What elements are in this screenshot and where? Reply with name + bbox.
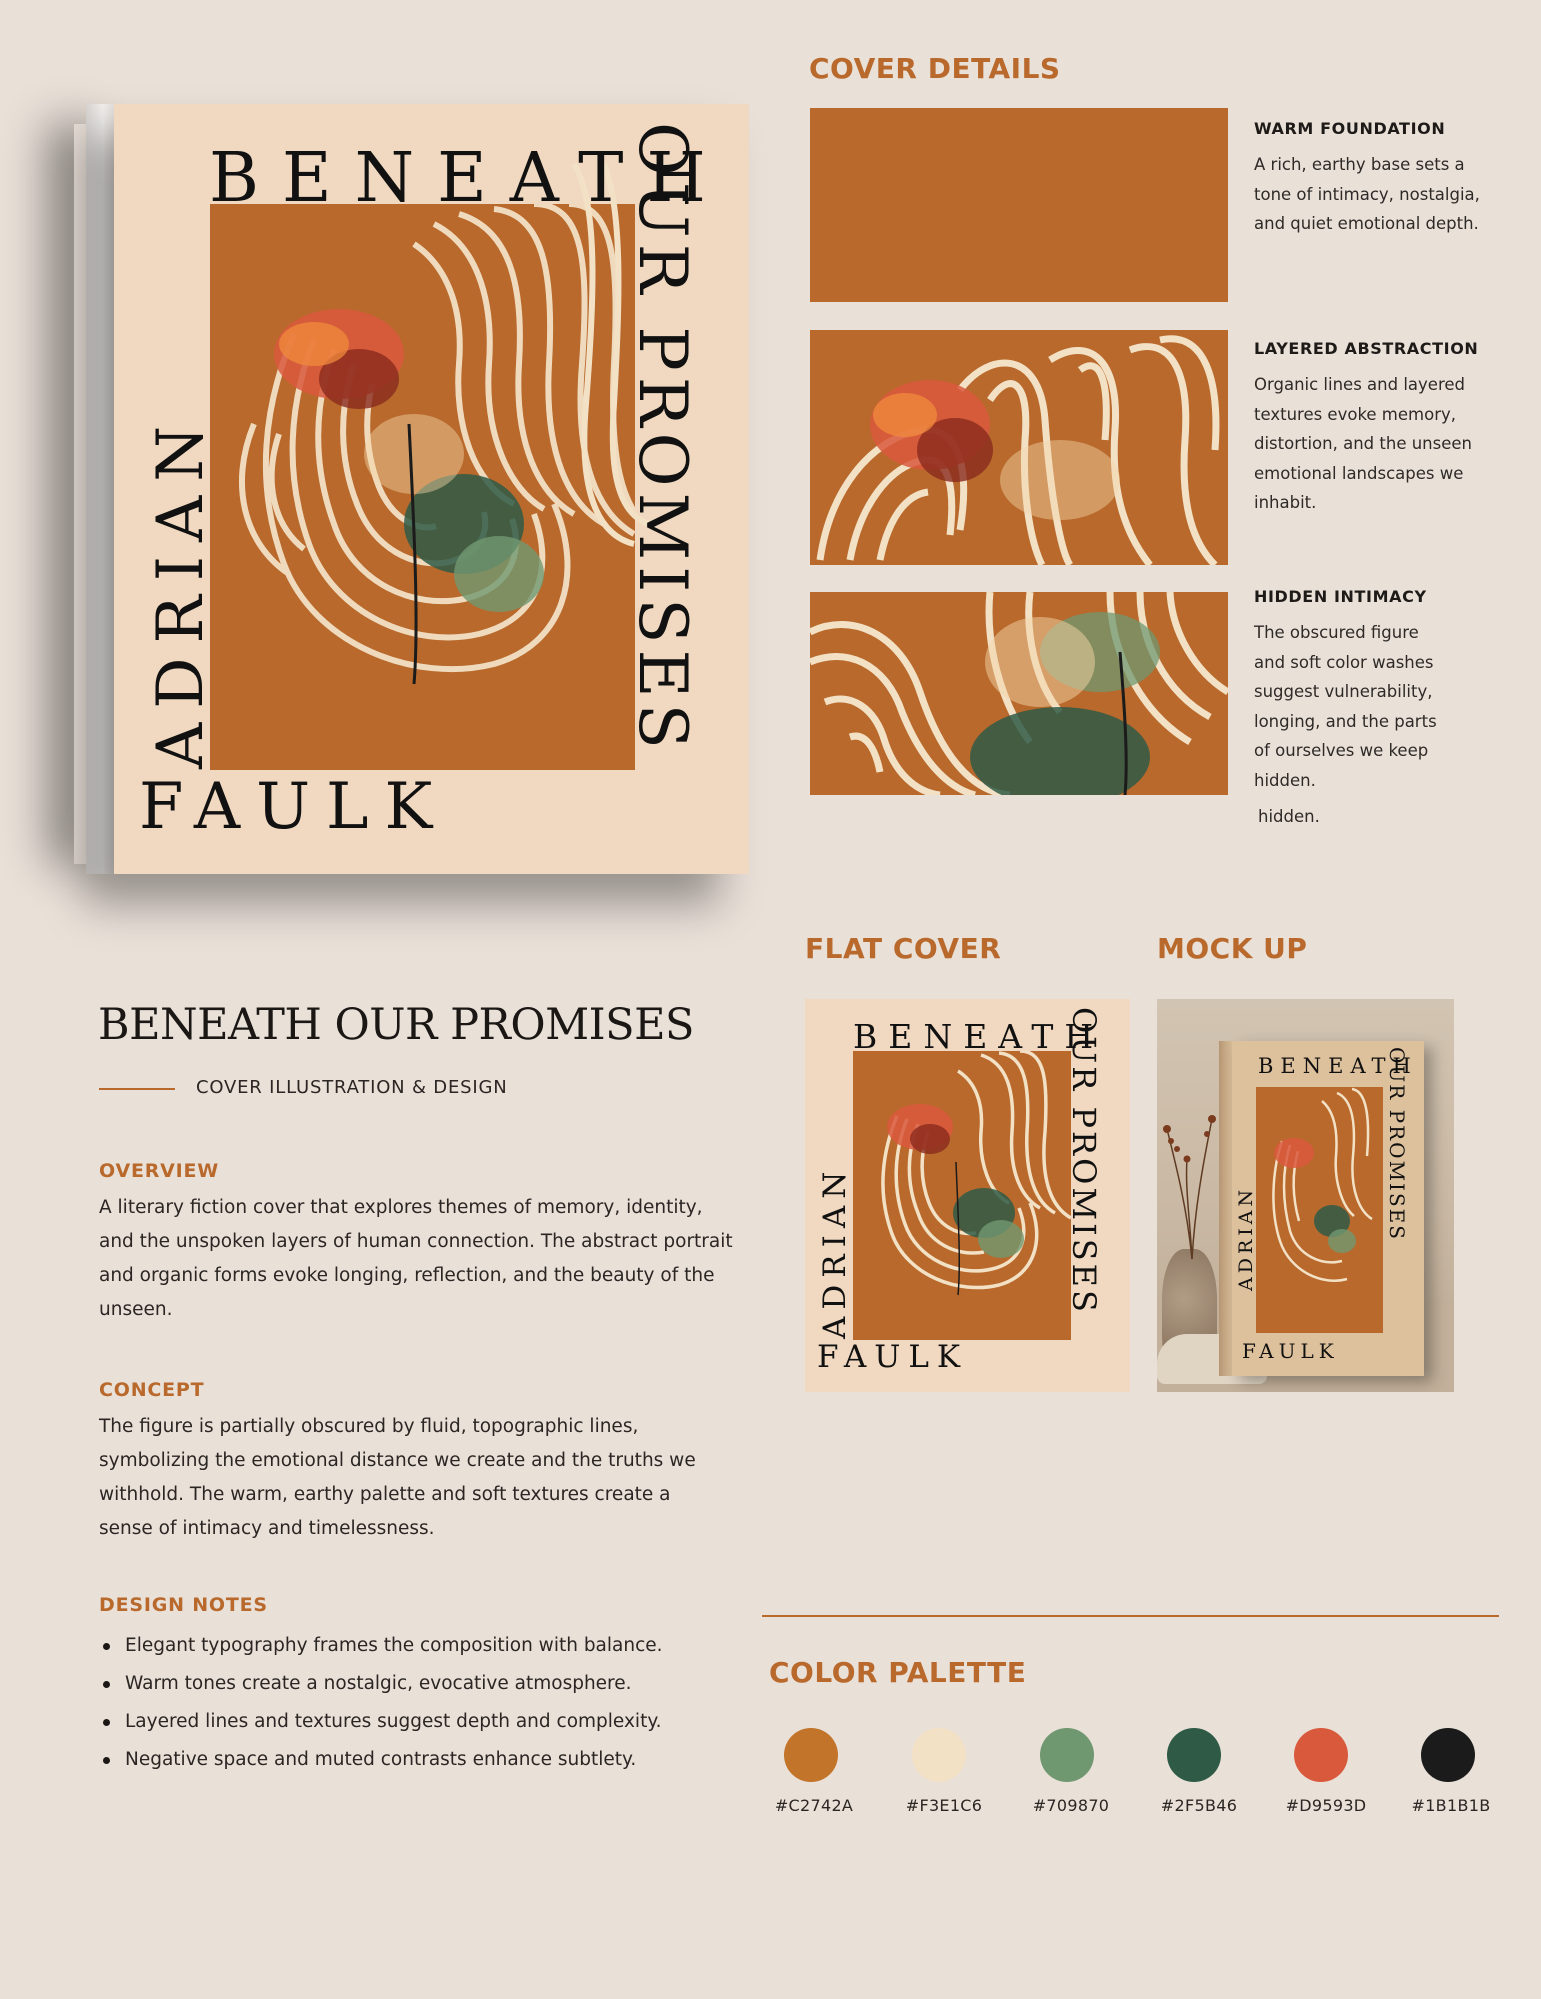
cover-author-first: ADRIAN bbox=[144, 411, 218, 769]
mockup-author-first: ADRIAN bbox=[1235, 1185, 1257, 1291]
detail-title-hidden-intimacy: HIDDEN INTIMACY bbox=[1254, 587, 1427, 606]
mockup-title-line1: BENEATH bbox=[1258, 1054, 1418, 1078]
swatch-3 bbox=[1040, 1728, 1094, 1782]
cover-title-line1: BENEATH bbox=[209, 139, 729, 218]
swatch-label-4: #2F5B46 bbox=[1160, 1796, 1238, 1815]
bullet-icon bbox=[103, 1643, 110, 1650]
list-item: Layered lines and textures suggest depth and complexity. bbox=[99, 1703, 663, 1741]
bullet-icon bbox=[103, 1719, 110, 1726]
cover-details-heading: COVER DETAILS bbox=[809, 52, 1061, 85]
detail-title-warm-foundation: WARM FOUNDATION bbox=[1254, 119, 1446, 138]
swatch-1 bbox=[784, 1728, 838, 1782]
bullet-icon bbox=[103, 1757, 110, 1764]
swatch-label-1: #C2742A bbox=[774, 1796, 854, 1815]
overview-heading: OVERVIEW bbox=[99, 1160, 220, 1182]
design-notes-heading: DESIGN NOTES bbox=[99, 1594, 268, 1616]
swatch-4 bbox=[1167, 1728, 1221, 1782]
flat-title-line1: BENEATH bbox=[853, 1017, 1105, 1056]
design-notes-list bbox=[99, 1627, 663, 1779]
detail-image-hidden-intimacy bbox=[810, 592, 1228, 795]
flat-author-first: ADRIAN bbox=[817, 1164, 853, 1339]
mockup-heading: MOCK UP bbox=[1157, 932, 1308, 965]
cover-title-line2: OUR PROMISES bbox=[624, 122, 701, 755]
swatch-label-3: #709870 bbox=[1032, 1796, 1110, 1815]
book-spine bbox=[86, 104, 114, 874]
detail-title-layered-abstraction: LAYERED ABSTRACTION bbox=[1254, 339, 1479, 358]
mockup-author-last: FAULK bbox=[1242, 1339, 1339, 1363]
concept-heading: CONCEPT bbox=[99, 1379, 205, 1401]
swatch-5 bbox=[1294, 1728, 1348, 1782]
swatch-label-5: #D9593D bbox=[1285, 1796, 1367, 1815]
project-subtitle: COVER ILLUSTRATION & DESIGN bbox=[196, 1077, 508, 1098]
concept-text: The figure is partially obscured by fluid, topographic lines, symbolizing the emotional distance we create and the truths we withhold. The warm, earthy palette and soft textures create a sense of intimacy and timelessness. bbox=[99, 1416, 696, 1539]
color-palette-heading: COLOR PALETTE bbox=[769, 1656, 1027, 1689]
flat-cover-image bbox=[805, 999, 1130, 1392]
detail-image-layered-abstraction bbox=[810, 330, 1228, 565]
book-cover-main bbox=[86, 104, 749, 874]
cover-artwork bbox=[114, 104, 749, 874]
mockup-book bbox=[1232, 1041, 1424, 1376]
list-item: Warm tones create a nostalgic, evocative atmosphere. bbox=[99, 1665, 663, 1703]
list-item: Negative space and muted contrasts enhance subtlety. bbox=[99, 1741, 663, 1779]
project-title: BENEATH OUR PROMISES bbox=[98, 1000, 694, 1050]
overview-text: A literary fiction cover that explores themes of memory, identity, and the unspoken layers of human connection. The abstract portrait and organic forms evoke longing, reflection, and the beauty of the unseen. bbox=[99, 1197, 733, 1320]
detail-text-warm-foundation: A rich, earthy base sets a tone of intimacy, nostalgia, and quiet emotional depth. bbox=[1254, 155, 1480, 233]
list-item: Elegant typography frames the composition with balance. bbox=[99, 1627, 663, 1665]
dried-flowers-image bbox=[1157, 1079, 1227, 1259]
stray-text: hidden. bbox=[1258, 807, 1320, 826]
detail-text-layered-abstraction: Organic lines and layered textures evoke memory, distortion, and the unseen emotional landscapes we inhabit. bbox=[1254, 375, 1472, 512]
mockup-image bbox=[1157, 999, 1454, 1392]
detail-image-warm-foundation bbox=[810, 108, 1228, 302]
swatch-label-2: #F3E1C6 bbox=[905, 1796, 983, 1815]
swatch-2 bbox=[912, 1728, 966, 1782]
swatch-6 bbox=[1421, 1728, 1475, 1782]
palette-divider bbox=[762, 1615, 1499, 1617]
title-rule bbox=[99, 1088, 175, 1090]
bullet-icon bbox=[103, 1681, 110, 1688]
cover-author-last: FAULK bbox=[139, 770, 449, 844]
swatch-label-6: #1B1B1B bbox=[1411, 1796, 1491, 1815]
mockup-title-line2: OUR PROMISES bbox=[1385, 1047, 1409, 1241]
flat-title-line2: OUR PROMISES bbox=[1065, 1007, 1103, 1315]
detail-text-hidden-intimacy: The obscured figure and soft color washes suggest vulnerability, longing, and the parts of ourselves we keep hidden. bbox=[1254, 623, 1437, 790]
flat-cover-heading: FLAT COVER bbox=[805, 932, 1002, 965]
flat-author-last: FAULK bbox=[817, 1339, 969, 1375]
